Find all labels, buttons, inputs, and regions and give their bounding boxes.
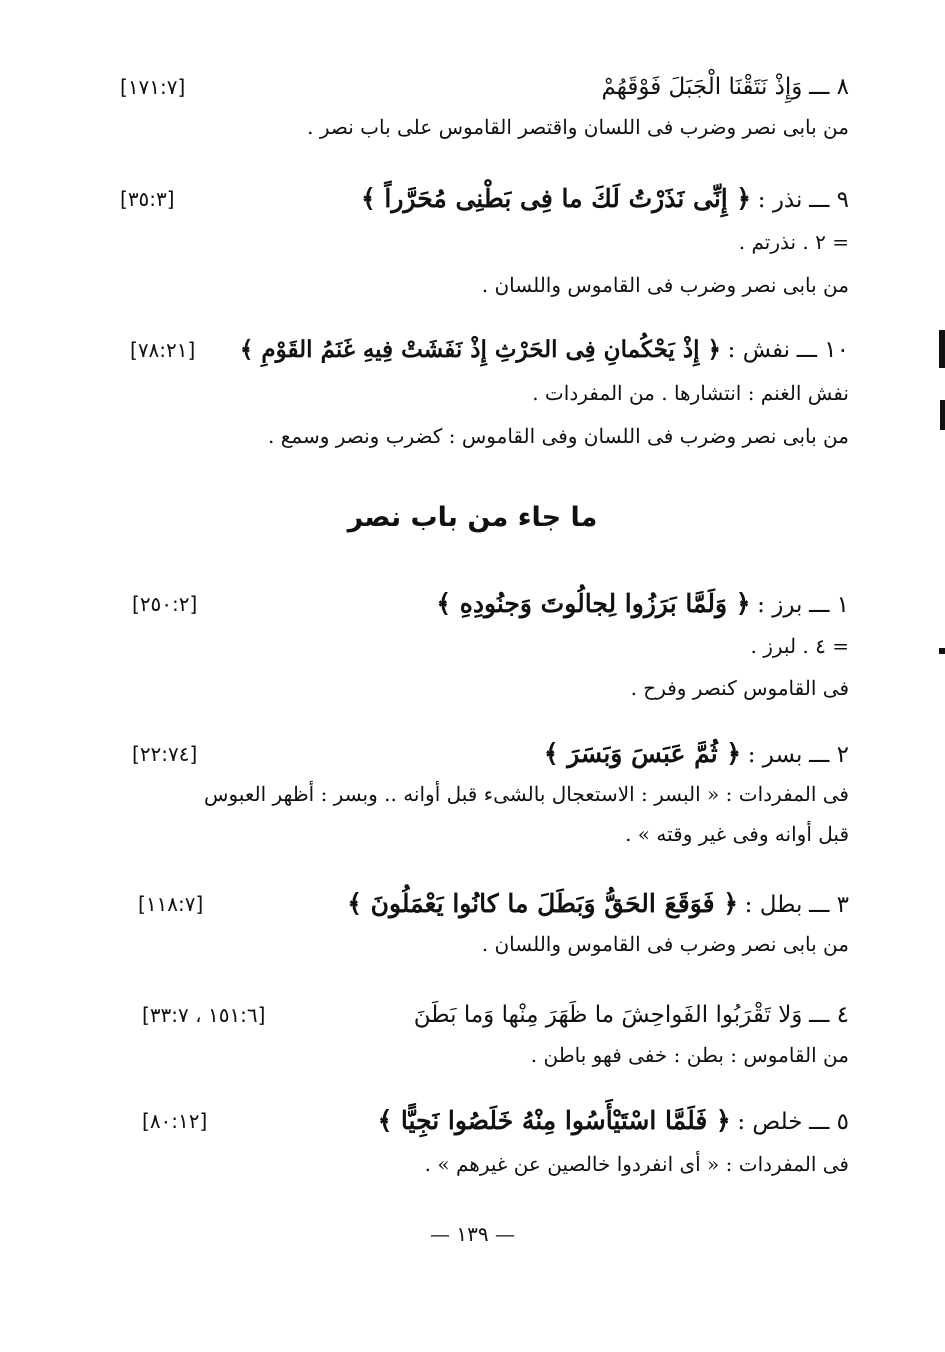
section-entry-1 bbox=[120, 584, 849, 708]
entry-text: من بابى نصر وضرب فى القاموس واللسان . bbox=[481, 273, 849, 297]
verse-reference: [١٥١:٦ ، ٣٣:٧] bbox=[142, 1003, 266, 1027]
entry-number: ٣ ـــ bbox=[809, 892, 849, 918]
scan-mark bbox=[939, 330, 945, 368]
section-entry-2 bbox=[120, 734, 849, 854]
page-number: — ١٣٩ — bbox=[430, 1222, 515, 1246]
entry-root: برز : bbox=[757, 592, 803, 618]
section-entry-3 bbox=[120, 884, 849, 964]
entry-number: ١ ـــ bbox=[809, 592, 849, 618]
entry-text: فى القاموس كنصر وفرح . bbox=[630, 676, 849, 700]
scan-mark bbox=[940, 400, 945, 430]
section-title: ما جاء من باب نصر bbox=[347, 502, 598, 533]
entry-text: = ٤ . لبرز . bbox=[750, 634, 849, 658]
verse-reference: [٢٢:٧٤] bbox=[132, 742, 198, 766]
entry-number: ٢ ـــ bbox=[809, 742, 849, 768]
quran-verse: ﴿ فَلَمَّا اسْتَيْأَسُوا مِنْهُ خَلَصُوا نَجِيًّا ﴾ bbox=[377, 1106, 731, 1135]
quran-verse: ﴿ إِنِّى نَذَرْتُ لَكَ ما فِى بَطْنِى مُحَرَّراً ﴾ bbox=[361, 184, 752, 213]
quran-verse: ﴿ فَوَقَعَ الحَقُّ وَبَطَلَ ما كانُوا يَعْمَلُونَ ﴾ bbox=[347, 889, 738, 918]
entry-text: من بابى نصر وضرب فى القاموس واللسان . bbox=[481, 932, 849, 956]
verse-reference: [١١٨:٧] bbox=[138, 892, 204, 916]
verse-reference: [١٧١:٧] bbox=[120, 75, 186, 99]
entry-text: فى المفردات : « أى انفردوا خالصين عن غيرهم » . bbox=[424, 1152, 849, 1176]
entry-9 bbox=[120, 179, 849, 305]
quran-verse: ﴿ ثُمَّ عَبَسَ وَبَسَرَ ﴾ bbox=[543, 739, 742, 768]
entry-root: بطل : bbox=[744, 892, 803, 918]
entry-root: بسر : bbox=[747, 742, 803, 768]
entry-number: ٨ ـــ bbox=[809, 74, 849, 100]
quran-verse: وَلا تَقْرَبُوا الفَواحِشَ ما ظَهَرَ مِنْها وَما بَطَنَ bbox=[413, 1002, 803, 1028]
entry-10 bbox=[120, 330, 849, 456]
section-entry-5 bbox=[120, 1101, 849, 1187]
entry-root: نفش : bbox=[727, 337, 791, 363]
verse-reference: [٢٥٠:٢] bbox=[132, 592, 198, 616]
verse-reference: [٨٠:١٢] bbox=[142, 1109, 208, 1133]
entry-text: من بابى نصر وضرب فى اللسان واقتصر القاموس على باب نصر . bbox=[307, 115, 849, 139]
entry-text: فى المفردات : « البسر : الاستعجال بالشىء قبل أوانه .. وبسر : أظهر العبوس bbox=[204, 782, 849, 806]
entry-text: من القاموس : بطن : خفى فهو باطن . bbox=[530, 1043, 849, 1067]
entry-text: نفش الغنم : انتشارها . من المفردات . bbox=[532, 381, 849, 405]
entry-number: ٩ ـــ bbox=[809, 187, 849, 213]
verse-reference: [٣٥:٣] bbox=[120, 187, 175, 211]
entry-8 bbox=[120, 67, 849, 147]
quran-verse: ﴿ إِذْ يَحْكُمانِ فِى الحَرْثِ إِذْ نَفَشَتْ فِيهِ غَنَمُ القَوْمِ ﴾ bbox=[239, 336, 721, 363]
entry-text: = ٢ . نذرتم . bbox=[738, 230, 849, 254]
entry-root: خلص : bbox=[737, 1109, 803, 1135]
entry-number: ٤ ـــ bbox=[809, 1002, 849, 1028]
quran-verse: ﴿ وَلَمَّا بَرَزُوا لِجالُوتَ وَجنُودِهِ ﴾ bbox=[436, 589, 751, 618]
entry-number: ٥ ـــ bbox=[809, 1109, 849, 1135]
entry-number: ١٠ ـــ bbox=[796, 337, 849, 363]
entry-text: قبل أوانه وفى غير وقته » . bbox=[625, 822, 849, 846]
entry-root: نذر : bbox=[757, 187, 803, 213]
entry-text: من بابى نصر وضرب فى اللسان وفى القاموس : كضرب ونصر وسمع . bbox=[268, 424, 849, 448]
verse-reference: [٧٨:٢١] bbox=[130, 338, 196, 362]
section-entry-4 bbox=[120, 995, 849, 1075]
quran-verse: وَإِذْ نَتَقْنَا الْجَبَلَ فَوْقَهُمْ bbox=[601, 74, 803, 100]
scan-mark bbox=[939, 648, 945, 654]
